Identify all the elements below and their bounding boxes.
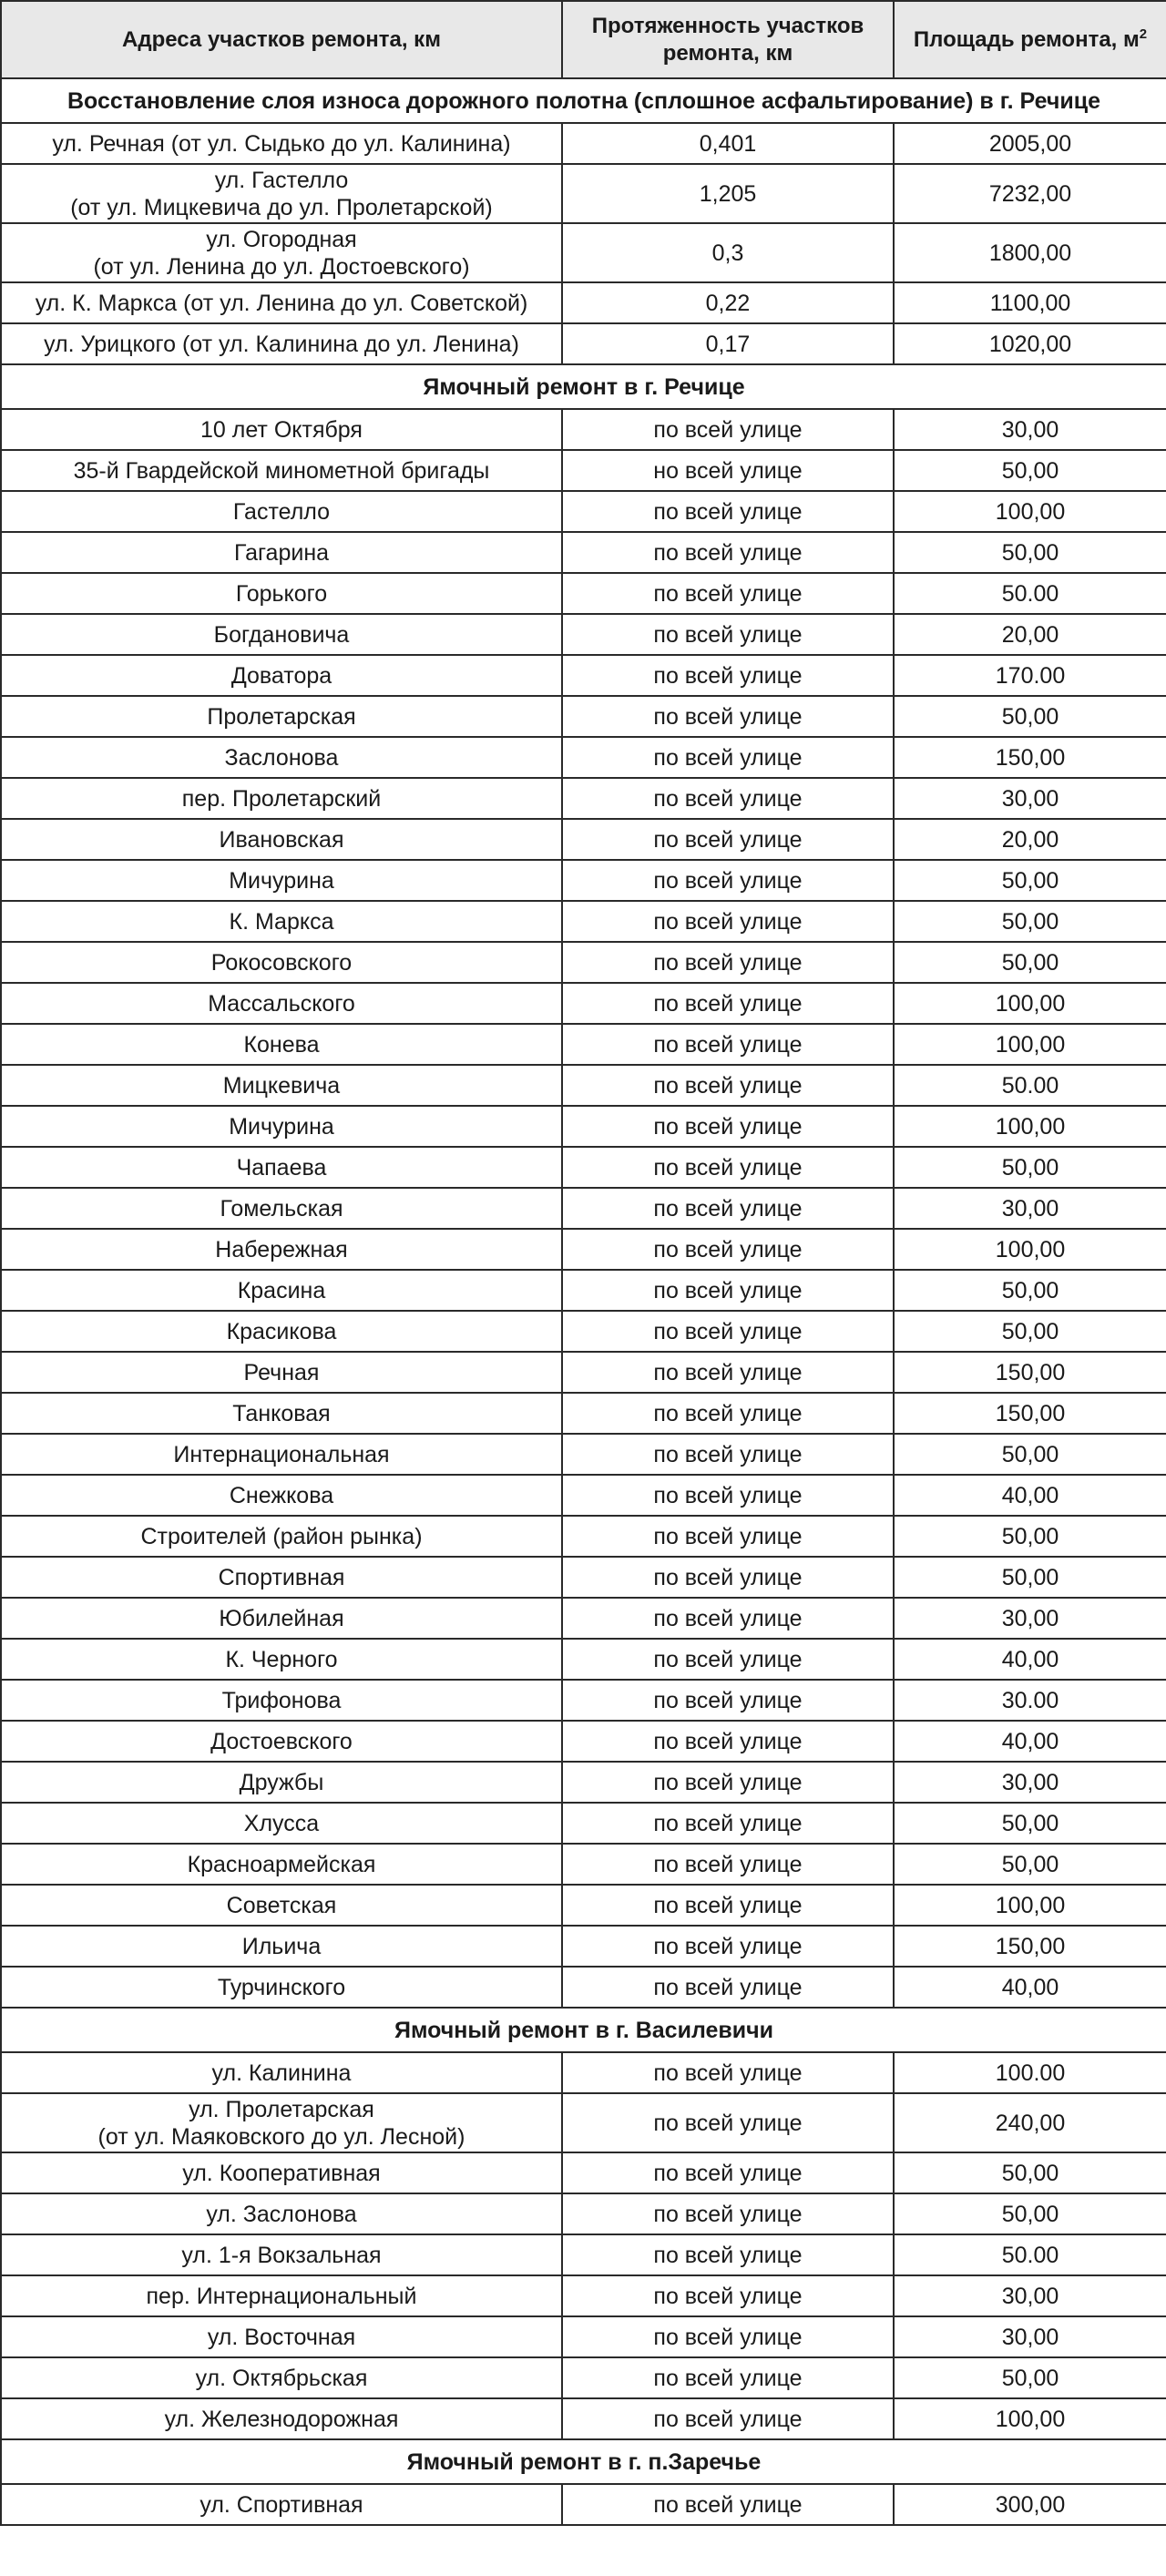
cell-length: по всей улице: [562, 2093, 894, 2152]
cell-address: Красноармейская: [1, 1844, 562, 1885]
table-row: [1, 2193, 1166, 2234]
cell-length: по всей улице: [562, 614, 894, 655]
cell-address: Речная: [1, 1352, 562, 1393]
cell-address: ул. Пролетарская (от ул. Маяковского до ул. Лесной): [1, 2093, 562, 2152]
cell-area: 2005,00: [894, 123, 1166, 164]
cell-address: Советская: [1, 1885, 562, 1926]
cell-area: 150,00: [894, 1926, 1166, 1967]
cell-address: ул. К. Маркса (от ул. Ленина до ул. Советской): [1, 282, 562, 323]
section-title: Ямочный ремонт в г. п.Заречье: [1, 2439, 1166, 2484]
cell-address: Спортивная: [1, 1557, 562, 1598]
table-row: [1, 2275, 1166, 2316]
cell-address: Гомельская: [1, 1188, 562, 1229]
cell-area: 20,00: [894, 614, 1166, 655]
table-row: [1, 696, 1166, 737]
cell-length: по всей улице: [562, 1803, 894, 1844]
cell-length: по всей улице: [562, 491, 894, 532]
table-row: [1, 737, 1166, 778]
cell-length: по всей улице: [562, 1229, 894, 1270]
cell-address: Мицкевича: [1, 1065, 562, 1106]
table-row: [1, 409, 1166, 450]
cell-address: Строителей (район рынка): [1, 1516, 562, 1557]
cell-length: по всей улице: [562, 1393, 894, 1434]
cell-address: Гастелло: [1, 491, 562, 532]
cell-address: Снежкова: [1, 1475, 562, 1516]
section-row: [1, 78, 1166, 123]
cell-area: 1800,00: [894, 223, 1166, 282]
cell-area: 50,00: [894, 1311, 1166, 1352]
cell-address: Ивановская: [1, 819, 562, 860]
cell-address: пер. Интернациональный: [1, 2275, 562, 2316]
cell-length: по всей улице: [562, 1270, 894, 1311]
cell-length: по всей улице: [562, 1639, 894, 1680]
cell-length: по всей улице: [562, 778, 894, 819]
table-row: [1, 860, 1166, 901]
cell-length: по всей улице: [562, 1352, 894, 1393]
cell-area: 50,00: [894, 1557, 1166, 1598]
cell-area: 40,00: [894, 1475, 1166, 1516]
table-row: [1, 1844, 1166, 1885]
header-area-label: Площадь ремонта, м: [913, 26, 1140, 52]
cell-length: по всей улице: [562, 860, 894, 901]
table-row: [1, 323, 1166, 364]
table-row: [1, 573, 1166, 614]
table-row: [1, 1024, 1166, 1065]
cell-address: Ильича: [1, 1926, 562, 1967]
cell-length: 0,401: [562, 123, 894, 164]
cell-area: 50,00: [894, 1434, 1166, 1475]
cell-length: по всей улице: [562, 2052, 894, 2093]
cell-area: 30,00: [894, 1188, 1166, 1229]
cell-length: по всей улице: [562, 2193, 894, 2234]
cell-area: 30,00: [894, 1762, 1166, 1803]
cell-area: 50,00: [894, 532, 1166, 573]
table-row: [1, 1557, 1166, 1598]
cell-address: ул. Урицкого (от ул. Калинина до ул. Ленина): [1, 323, 562, 364]
cell-length: по всей улице: [562, 1475, 894, 1516]
table-row: [1, 450, 1166, 491]
table-row: [1, 1967, 1166, 2008]
cell-address: ул. Восточная: [1, 2316, 562, 2357]
cell-area: 50,00: [894, 1803, 1166, 1844]
cell-address: Набережная: [1, 1229, 562, 1270]
cell-address: Достоевского: [1, 1721, 562, 1762]
section-title: Ямочный ремонт в г. Речице: [1, 364, 1166, 409]
table-row: [1, 1147, 1166, 1188]
cell-length: по всей улице: [562, 1926, 894, 1967]
table-row: [1, 1434, 1166, 1475]
cell-length: по всей улице: [562, 1516, 894, 1557]
cell-address: ул. Железнодорожная: [1, 2398, 562, 2439]
cell-length: по всей улице: [562, 1844, 894, 1885]
table-row: [1, 1516, 1166, 1557]
cell-area: 50,00: [894, 1844, 1166, 1885]
cell-length: по всей улице: [562, 1762, 894, 1803]
table-row: [1, 223, 1166, 282]
cell-area: 50.00: [894, 2234, 1166, 2275]
cell-address: Конева: [1, 1024, 562, 1065]
cell-address: ул. Кооперативная: [1, 2152, 562, 2193]
cell-address: Мичурина: [1, 860, 562, 901]
cell-length: по всей улице: [562, 1147, 894, 1188]
cell-address: Пролетарская: [1, 696, 562, 737]
cell-area: 40,00: [894, 1967, 1166, 2008]
cell-length: по всей улице: [562, 1188, 894, 1229]
cell-area: 7232,00: [894, 164, 1166, 223]
cell-area: 30.00: [894, 1680, 1166, 1721]
cell-address: К. Маркса: [1, 901, 562, 942]
cell-area: 50,00: [894, 1516, 1166, 1557]
table-row: [1, 655, 1166, 696]
table-row: [1, 1393, 1166, 1434]
cell-area: 100,00: [894, 491, 1166, 532]
cell-length: по всей улице: [562, 2234, 894, 2275]
section-row: [1, 2008, 1166, 2052]
cell-length: по всей улице: [562, 2152, 894, 2193]
cell-area: 50,00: [894, 901, 1166, 942]
cell-length: по всей улице: [562, 1721, 894, 1762]
table-row: [1, 983, 1166, 1024]
cell-length: по всей улице: [562, 1024, 894, 1065]
cell-address: Чапаева: [1, 1147, 562, 1188]
cell-area: 50.00: [894, 1065, 1166, 1106]
cell-length: по всей улице: [562, 1106, 894, 1147]
cell-length: по всей улице: [562, 1434, 894, 1475]
cell-address: пер. Пролетарский: [1, 778, 562, 819]
cell-area: 40,00: [894, 1721, 1166, 1762]
header-area-superscript: 2: [1139, 26, 1148, 42]
table-row: [1, 1926, 1166, 1967]
cell-address: ул. 1-я Вокзальная: [1, 2234, 562, 2275]
header-area: [894, 1, 1166, 78]
cell-area: 150,00: [894, 1393, 1166, 1434]
cell-area: 30,00: [894, 2275, 1166, 2316]
cell-address: ул. Заслонова: [1, 2193, 562, 2234]
table-row: [1, 2357, 1166, 2398]
cell-length: по всей улице: [562, 409, 894, 450]
cell-area: 100,00: [894, 1229, 1166, 1270]
cell-length: по всей улице: [562, 1967, 894, 2008]
table-row: [1, 1229, 1166, 1270]
cell-area: 50.00: [894, 573, 1166, 614]
table-row: [1, 2052, 1166, 2093]
cell-length: 1,205: [562, 164, 894, 223]
cell-address: Хлусса: [1, 1803, 562, 1844]
cell-area: 50,00: [894, 2193, 1166, 2234]
cell-address: Доватора: [1, 655, 562, 696]
table-row: [1, 491, 1166, 532]
cell-area: 100,00: [894, 1885, 1166, 1926]
table-row: [1, 778, 1166, 819]
cell-address: Танковая: [1, 1393, 562, 1434]
cell-area: 20,00: [894, 819, 1166, 860]
cell-area: 30,00: [894, 778, 1166, 819]
cell-length: по всей улице: [562, 2398, 894, 2439]
cell-area: 50,00: [894, 450, 1166, 491]
cell-area: 1100,00: [894, 282, 1166, 323]
cell-address: ул. Спортивная: [1, 2484, 562, 2525]
table-row: [1, 2093, 1166, 2152]
table-row: [1, 1352, 1166, 1393]
table-row: [1, 1721, 1166, 1762]
cell-address: ул. Октябрьская: [1, 2357, 562, 2398]
cell-address: Массальского: [1, 983, 562, 1024]
table-row: [1, 1188, 1166, 1229]
cell-length: 0,22: [562, 282, 894, 323]
cell-length: 0,3: [562, 223, 894, 282]
table-row: [1, 1680, 1166, 1721]
cell-length: по всей улице: [562, 2275, 894, 2316]
cell-area: 300,00: [894, 2484, 1166, 2525]
table-row: [1, 1803, 1166, 1844]
section-title: Восстановление слоя износа дорожного полотна (сплошное асфальтирование) в г. Речице: [1, 78, 1166, 123]
table-row: [1, 942, 1166, 983]
cell-address: 35-й Гвардейской минометной бригады: [1, 450, 562, 491]
cell-area: 100,00: [894, 2398, 1166, 2439]
cell-length: по всей улице: [562, 655, 894, 696]
cell-length: по всей улице: [562, 1065, 894, 1106]
table-body: [1, 78, 1166, 2525]
cell-area: 50,00: [894, 696, 1166, 737]
table-row: [1, 532, 1166, 573]
cell-area: 50,00: [894, 1270, 1166, 1311]
cell-area: 150,00: [894, 1352, 1166, 1393]
cell-length: по всей улице: [562, 1557, 894, 1598]
cell-length: по всей улице: [562, 696, 894, 737]
table-row: [1, 1311, 1166, 1352]
cell-length: по всей улице: [562, 819, 894, 860]
cell-area: 100,00: [894, 1106, 1166, 1147]
cell-address: Гагарина: [1, 532, 562, 573]
cell-area: 40,00: [894, 1639, 1166, 1680]
cell-area: 30,00: [894, 409, 1166, 450]
table-row: [1, 1598, 1166, 1639]
table-row: [1, 2234, 1166, 2275]
cell-length: по всей улице: [562, 2484, 894, 2525]
cell-area: 150,00: [894, 737, 1166, 778]
table-row: [1, 1762, 1166, 1803]
table-row: [1, 2484, 1166, 2525]
header-address: Адреса участков ремонта, км: [1, 1, 562, 78]
cell-length: по всей улице: [562, 942, 894, 983]
cell-length: по всей улице: [562, 532, 894, 573]
cell-address: Трифонова: [1, 1680, 562, 1721]
table-row: [1, 123, 1166, 164]
cell-address: ул. Огородная (от ул. Ленина до ул. Достоевского): [1, 223, 562, 282]
cell-area: 50,00: [894, 860, 1166, 901]
table-row: [1, 164, 1166, 223]
cell-address: Богдановича: [1, 614, 562, 655]
cell-length: по всей улице: [562, 1885, 894, 1926]
cell-area: 1020,00: [894, 323, 1166, 364]
cell-address: Рокосовского: [1, 942, 562, 983]
cell-area: 240,00: [894, 2093, 1166, 2152]
table-row: [1, 1065, 1166, 1106]
cell-address: 10 лет Октября: [1, 409, 562, 450]
cell-length: по всей улице: [562, 2357, 894, 2398]
cell-length: по всей улице: [562, 737, 894, 778]
cell-length: по всей улице: [562, 1680, 894, 1721]
table-row: [1, 819, 1166, 860]
section-title: Ямочный ремонт в г. Василевичи: [1, 2008, 1166, 2052]
cell-length: по всей улице: [562, 573, 894, 614]
cell-address: Заслонова: [1, 737, 562, 778]
cell-area: 50,00: [894, 2152, 1166, 2193]
cell-address: Турчинского: [1, 1967, 562, 2008]
cell-address: Красикова: [1, 1311, 562, 1352]
cell-length: но всей улице: [562, 450, 894, 491]
header-row: [1, 1, 1166, 78]
table-row: [1, 1639, 1166, 1680]
section-row: [1, 364, 1166, 409]
cell-address: Красина: [1, 1270, 562, 1311]
cell-area: 30,00: [894, 1598, 1166, 1639]
cell-address: ул. Гастелло (от ул. Мицкевича до ул. Пролетарской): [1, 164, 562, 223]
cell-address: Мичурина: [1, 1106, 562, 1147]
header-length: Протяженность участков ремонта, км: [562, 1, 894, 78]
table-row: [1, 1475, 1166, 1516]
cell-length: по всей улице: [562, 1311, 894, 1352]
cell-area: 30,00: [894, 2316, 1166, 2357]
table-header: [1, 1, 1166, 78]
cell-length: 0,17: [562, 323, 894, 364]
cell-address: Горького: [1, 573, 562, 614]
cell-area: 50,00: [894, 942, 1166, 983]
table-row: [1, 282, 1166, 323]
table-row: [1, 2398, 1166, 2439]
cell-area: 100.00: [894, 2052, 1166, 2093]
table-row: [1, 901, 1166, 942]
table-row: [1, 2152, 1166, 2193]
cell-address: Интернациональная: [1, 1434, 562, 1475]
cell-length: по всей улице: [562, 901, 894, 942]
cell-area: 50,00: [894, 1147, 1166, 1188]
cell-area: 100,00: [894, 1024, 1166, 1065]
cell-length: по всей улице: [562, 2316, 894, 2357]
cell-address: ул. Речная (от ул. Сыдько до ул. Калинина): [1, 123, 562, 164]
cell-area: 170.00: [894, 655, 1166, 696]
cell-area: 100,00: [894, 983, 1166, 1024]
cell-length: по всей улице: [562, 983, 894, 1024]
cell-address: К. Черного: [1, 1639, 562, 1680]
table-row: [1, 1270, 1166, 1311]
table-row: [1, 1106, 1166, 1147]
cell-length: по всей улице: [562, 1598, 894, 1639]
section-row: [1, 2439, 1166, 2484]
cell-area: 50,00: [894, 2357, 1166, 2398]
cell-address: Юбилейная: [1, 1598, 562, 1639]
table-row: [1, 614, 1166, 655]
table-row: [1, 2316, 1166, 2357]
table-row: [1, 1885, 1166, 1926]
cell-address: Дружбы: [1, 1762, 562, 1803]
cell-address: ул. Калинина: [1, 2052, 562, 2093]
